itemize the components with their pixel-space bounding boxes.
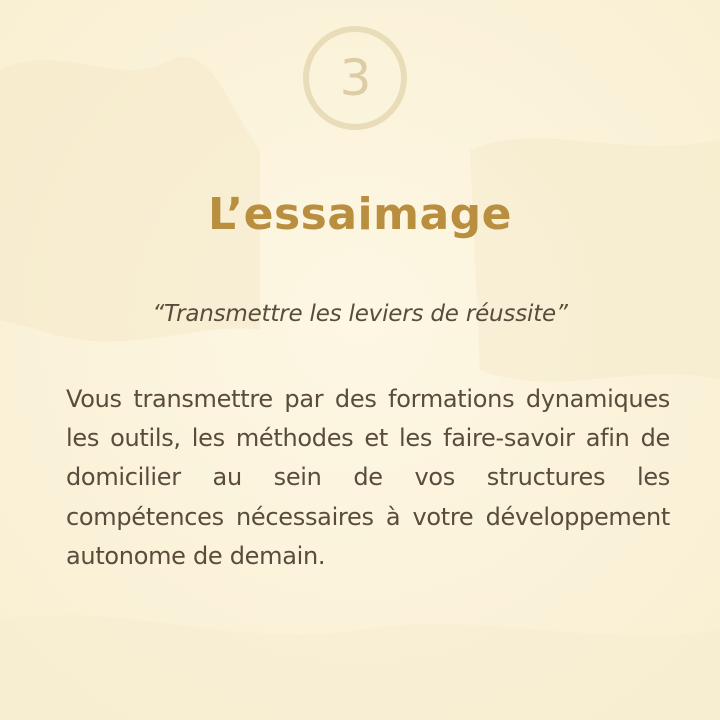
step-number-badge: [303, 26, 407, 130]
step-description: Vous transmettre par des formations dynamiques les outils, les méthodes et les faire-savoir afin de domicilier au sein de vos structures les compétences nécessaires à votre développement autonome de demain.: [66, 385, 670, 570]
step-title: L’essaimage: [207, 189, 512, 240]
step-number: 3: [339, 49, 371, 107]
step-subtitle: “Transmettre les leviers de réussite”: [152, 301, 568, 327]
